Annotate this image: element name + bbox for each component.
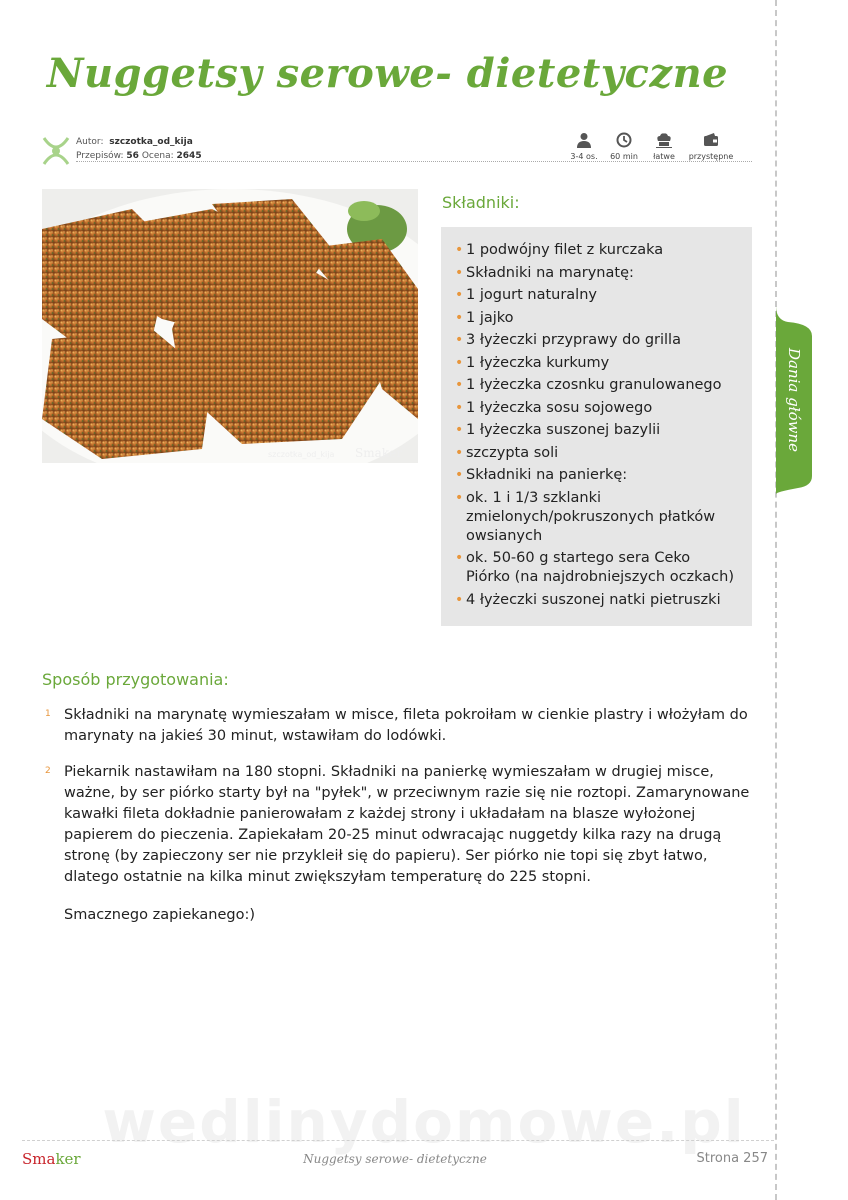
meta-cost [681,132,741,161]
ingredient-item: • 1 podwójny filet z kurczaka [455,242,664,258]
ingredient-item: • Składniki na panierkę: [455,467,628,483]
photo-brand-suffix: pl [402,445,407,451]
page-cut-line [775,0,777,1200]
preparation-heading: Sposób przygotowania: [42,670,229,689]
chef-hat-icon [655,132,673,148]
step-number: 1 [45,709,51,719]
clock-icon [616,132,632,148]
step-text: Piekarnik nastawiłam na 180 stopni. Składniki na panierkę wymieszałam w drugiej misce, ważne, by ser piórko starty był na "pyłek", w przeciwnym razie się nie roztopi. Zamarynowane kawałki fileta dokładnie panierowałam z każdej strony i układałam na blasze wyłożonej papierem do pieczenia. Zapiekałam 20-25 minut odwracając nuggetdy kilka razy na drugą stronę (by zapieczony ser nie przykleił się do papieru). Ser piórko nie topi się zbyt łatwo, dlatego ostatnie na kilka minut zwiększyłam temperaturę do 225 stopni. [64,764,750,885]
footer-logo: Smaker [22,1150,81,1168]
preparation-step [42,705,752,747]
step-text: Składniki na marynatę wymieszałam w misce, fileta pokroiłam w cienkie plastry i włożyłam do marynaty na jakieś 30 minut, wstawiłam do lodówki. [64,707,748,744]
ingredient-item: • 1 łyżeczka czosnku granulowanego [455,377,722,393]
preparation-step [42,762,752,888]
bullet-icon: • [455,467,464,483]
ingredient-item: • 1 łyżeczka kurkumy [455,354,610,371]
ingredient-item: • szczypta soli [455,444,559,461]
ingredients-heading: Składniki: [442,193,520,212]
cost-value: przystępne [688,152,734,161]
time-value: 60 min [610,152,638,161]
ingredient-item: • 4 łyżeczki suszonej natki pietruszki [455,591,721,608]
footer-title: Nuggetsy serowe- dietetyczne [303,1152,487,1166]
recipe-photo [42,189,418,463]
bullet-icon: • [455,242,464,258]
category-tab-label: Dania główne [785,347,804,453]
bullet-icon: • [455,444,464,461]
recipe-title: Nuggetsy serowe- dietetyczne [46,50,729,97]
ingredient-item: • 1 jogurt naturalny [455,287,597,303]
closing-text: Smacznego zapiekanego:) [64,907,255,923]
bullet-icon: • [455,309,464,326]
author-avatar-icon [40,134,72,166]
step-number: 2 [45,766,51,776]
bullet-icon: • [455,489,464,506]
author-block [40,132,752,166]
author-divider [76,161,752,162]
bullet-icon: • [455,264,464,281]
ingredient-item: • ok. 1 i 1/3 szklanki zmielonych/pokruszonych płatków owsianych [455,489,716,544]
bullet-icon: • [455,422,464,438]
bullet-icon: • [455,550,464,566]
ingredient-item: • 3 łyżeczki przyprawy do grilla [455,332,681,348]
bullet-icon: • [455,399,464,416]
author-name[interactable]: szczotka_od_kija [109,137,193,147]
footer-divider [22,1140,774,1141]
difficulty-value: łatwe [653,152,675,161]
watermark: wedlinydomowe.pl [102,1088,746,1156]
recipes-label: Przepisów: [76,151,124,161]
servings-value: 3-4 os. [570,152,598,161]
ingredient-item: • 1 łyżeczka suszonej bazylii [455,422,661,438]
closing-note [42,905,752,926]
bullet-icon: • [455,591,464,608]
author-label: Autor: [76,137,104,147]
bullet-icon: • [455,287,464,303]
photo-credit: szczotka_od_kija [268,450,335,459]
wallet-icon [703,132,719,148]
rating-label: Ocena: [141,151,174,161]
bullet-icon: • [455,377,464,393]
ingredients-list [455,241,738,610]
person-icon [576,132,592,148]
author-info [76,135,202,163]
ingredient-item: • 1 łyżeczka sosu sojowego [455,399,653,416]
rating-value: 2645 [176,151,202,161]
ingredients-box [441,227,752,626]
ingredient-item: • 1 jajko [455,309,514,326]
photo-brand: Smaker [355,446,402,460]
recipes-count: 56 [126,151,139,161]
ingredient-item: • ok. 50-60 g startego sera Ceko Piórko (na najdrobniejszych oczkach) [455,550,735,585]
bullet-icon: • [455,354,464,371]
ingredient-item: • Składniki na marynatę: [455,264,634,281]
category-tab[interactable] [776,306,812,494]
nuggets-photo-illustration [42,189,418,463]
page-number: Strona 257 [696,1151,768,1166]
bullet-icon: • [455,332,464,348]
